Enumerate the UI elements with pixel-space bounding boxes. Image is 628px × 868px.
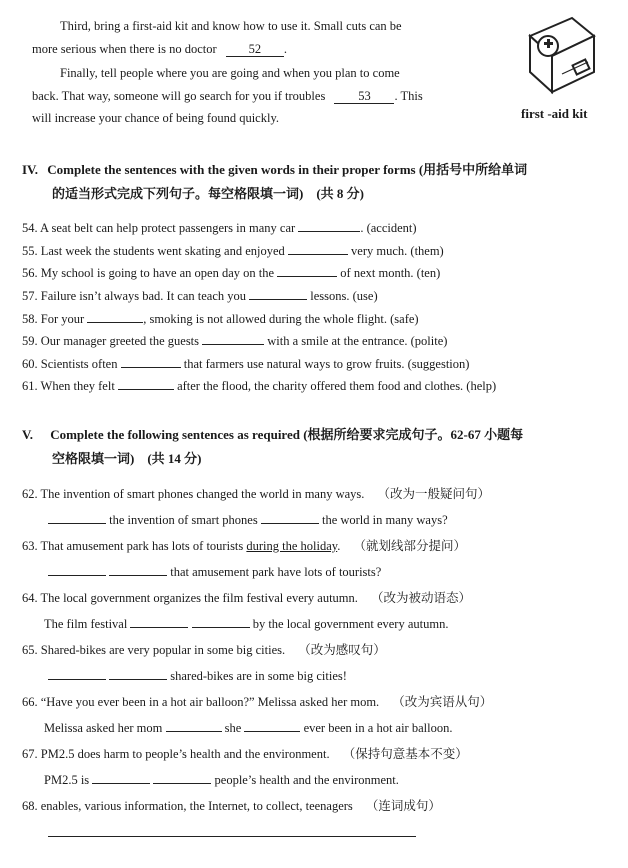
answer-line-66: [44, 720, 452, 736]
question-text: lessons. (use): [310, 289, 378, 303]
answer-text: she: [224, 721, 242, 735]
question-text: 64. The local government organizes the film festival every autumn.: [22, 591, 358, 605]
question-text: that farmers use natural ways to grow fruits. (suggestion): [183, 357, 470, 371]
answer-line-62: [48, 512, 448, 528]
question-text: with a smile at the entrance. (polite): [267, 334, 448, 348]
paragraph-line: Finally, tell people where you are going and when you plan to come: [60, 66, 400, 80]
section-instruction: Complete the sentences with the given words in their proper forms (用括号中所给单词: [47, 162, 528, 177]
section-numeral: V.: [22, 427, 33, 442]
answer-blank[interactable]: [109, 668, 167, 680]
section-heading: [22, 425, 523, 445]
answer-text: Melissa asked her mom: [44, 721, 163, 735]
answer-blank[interactable]: [121, 356, 181, 368]
question-text: 59. Our manager greeted the guests: [22, 334, 200, 348]
question-64: [22, 590, 471, 606]
answer-text: that amusement park have lots of tourists?: [170, 565, 382, 579]
question-59: [22, 333, 447, 349]
answer-blank[interactable]: [249, 288, 307, 300]
question-text: after the flood, the charity offered them food and clothes. (help): [177, 379, 497, 393]
answer-blank[interactable]: [118, 378, 174, 390]
question-text: 65. Shared-bikes are very popular in some big cities.: [22, 643, 286, 657]
question-56: [22, 265, 440, 281]
question-text: 55. Last week the students went skating and enjoyed: [22, 244, 285, 258]
question-hint: （改为宾语从句）: [392, 695, 493, 709]
question-text: 58. For your: [22, 312, 85, 326]
question-hint: （就划线部分提问）: [353, 539, 466, 553]
question-67: [22, 746, 468, 762]
answer-blank[interactable]: [166, 720, 222, 732]
question-text: . (accident): [360, 221, 417, 235]
question-61: [22, 378, 496, 394]
section-numeral: IV.: [22, 162, 39, 177]
answer-blank[interactable]: [192, 616, 250, 628]
question-text: of next month. (ten): [340, 266, 441, 280]
section-instruction-line2: 的适当形式完成下列句子。每空格限填一词) (共 8 分): [52, 186, 364, 201]
paragraph-text: more serious when there is no doctor: [32, 42, 217, 56]
paragraph-text: .: [283, 42, 287, 56]
answer-blank-52[interactable]: 52: [226, 42, 284, 57]
question-68: [22, 798, 441, 814]
question-hint: （改为一般疑问句）: [377, 487, 491, 501]
question-63: [22, 538, 466, 554]
answer-blank[interactable]: [288, 243, 348, 255]
question-text: 68. enables, various information, the Internet, to collect, teenagers: [22, 799, 353, 813]
section-instruction: Complete the following sentences as required (根据所给要求完成句子。62-67 小题每: [50, 427, 524, 442]
question-62: [22, 486, 490, 502]
question-text: 67. PM2.5 does harm to people’s health and the environment.: [22, 747, 330, 761]
answer-blank[interactable]: [277, 265, 337, 277]
answer-blank[interactable]: [261, 512, 319, 524]
answer-blank[interactable]: [130, 616, 188, 628]
answer-blank[interactable]: [87, 311, 143, 323]
answer-blank[interactable]: [92, 772, 150, 784]
section-instruction-line2: 空格限填一词) (共 14 分): [52, 451, 202, 466]
answer-line-67: [44, 772, 399, 788]
answer-text: PM2.5 is: [44, 773, 90, 787]
section-heading: [22, 160, 527, 180]
answer-blank-53[interactable]: 53: [334, 89, 394, 104]
paragraph-text: back. That way, someone will go search for you if troubles: [32, 89, 326, 103]
question-text: .: [337, 539, 341, 553]
answer-blank[interactable]: [244, 720, 300, 732]
answer-blank[interactable]: [202, 333, 264, 345]
answer-text: shared-bikes are in some big cities!: [170, 669, 347, 683]
answer-line-68[interactable]: [48, 836, 416, 837]
question-text: 60. Scientists often: [22, 357, 118, 371]
paragraph-line: will increase your chance of being found quickly.: [32, 111, 280, 125]
first-aid-kit-icon: [522, 14, 602, 96]
question-66: [22, 694, 492, 710]
question-54: [22, 220, 417, 236]
question-text: , smoking is not allowed during the whole flight. (safe): [143, 312, 419, 326]
answer-blank[interactable]: [109, 564, 167, 576]
paragraph-line: Third, bring a first-aid kit and know how to use it. Small cuts can be: [60, 19, 402, 33]
answer-line-63: [48, 564, 381, 580]
question-text: 61. When they felt: [22, 379, 115, 393]
question-text: 56. My school is going to have an open day on the: [22, 266, 275, 280]
answer-text: the world in many ways?: [321, 513, 448, 527]
answer-blank[interactable]: [153, 772, 211, 784]
answer-blank[interactable]: [48, 668, 106, 680]
underlined-phrase: during the holiday: [246, 539, 338, 553]
question-text: 66. “Have you ever been in a hot air balloon?” Melissa asked her mom.: [22, 695, 380, 709]
question-65: [22, 642, 386, 658]
question-57: [22, 288, 378, 304]
question-text: 62. The invention of smart phones changed the world in many ways.: [22, 487, 365, 501]
question-58: [22, 311, 419, 327]
paragraph-text: . This: [394, 89, 423, 103]
figure-caption: first -aid kit: [521, 106, 588, 121]
question-hint: （连词成句）: [365, 799, 441, 813]
answer-text: the invention of smart phones: [109, 513, 258, 527]
question-60: [22, 356, 469, 372]
question-hint: （保持句意基本不变）: [342, 747, 468, 761]
question-text: 57. Failure isn’t always bad. It can teach you: [22, 289, 247, 303]
question-text: 54. A seat belt can help protect passengers in many car: [22, 221, 296, 235]
question-hint: （改为感叹句）: [298, 643, 386, 657]
question-text: very much. (them): [351, 244, 444, 258]
answer-blank[interactable]: [48, 512, 106, 524]
answer-line-65: [48, 668, 347, 684]
answer-blank[interactable]: [298, 220, 360, 232]
question-hint: （改为被动语态）: [371, 591, 472, 605]
answer-text: The film festival: [44, 617, 128, 631]
question-text: 63. That amusement park has lots of tourists: [22, 539, 244, 553]
paragraph-line: [32, 41, 287, 57]
question-55: [22, 243, 444, 259]
answer-text: people’s health and the environment.: [214, 773, 399, 787]
paragraph-line: [32, 88, 423, 104]
answer-text: ever been in a hot air balloon.: [303, 721, 453, 735]
answer-text: by the local government every autumn.: [252, 617, 449, 631]
answer-line-64: [44, 616, 448, 632]
answer-blank[interactable]: [48, 564, 106, 576]
